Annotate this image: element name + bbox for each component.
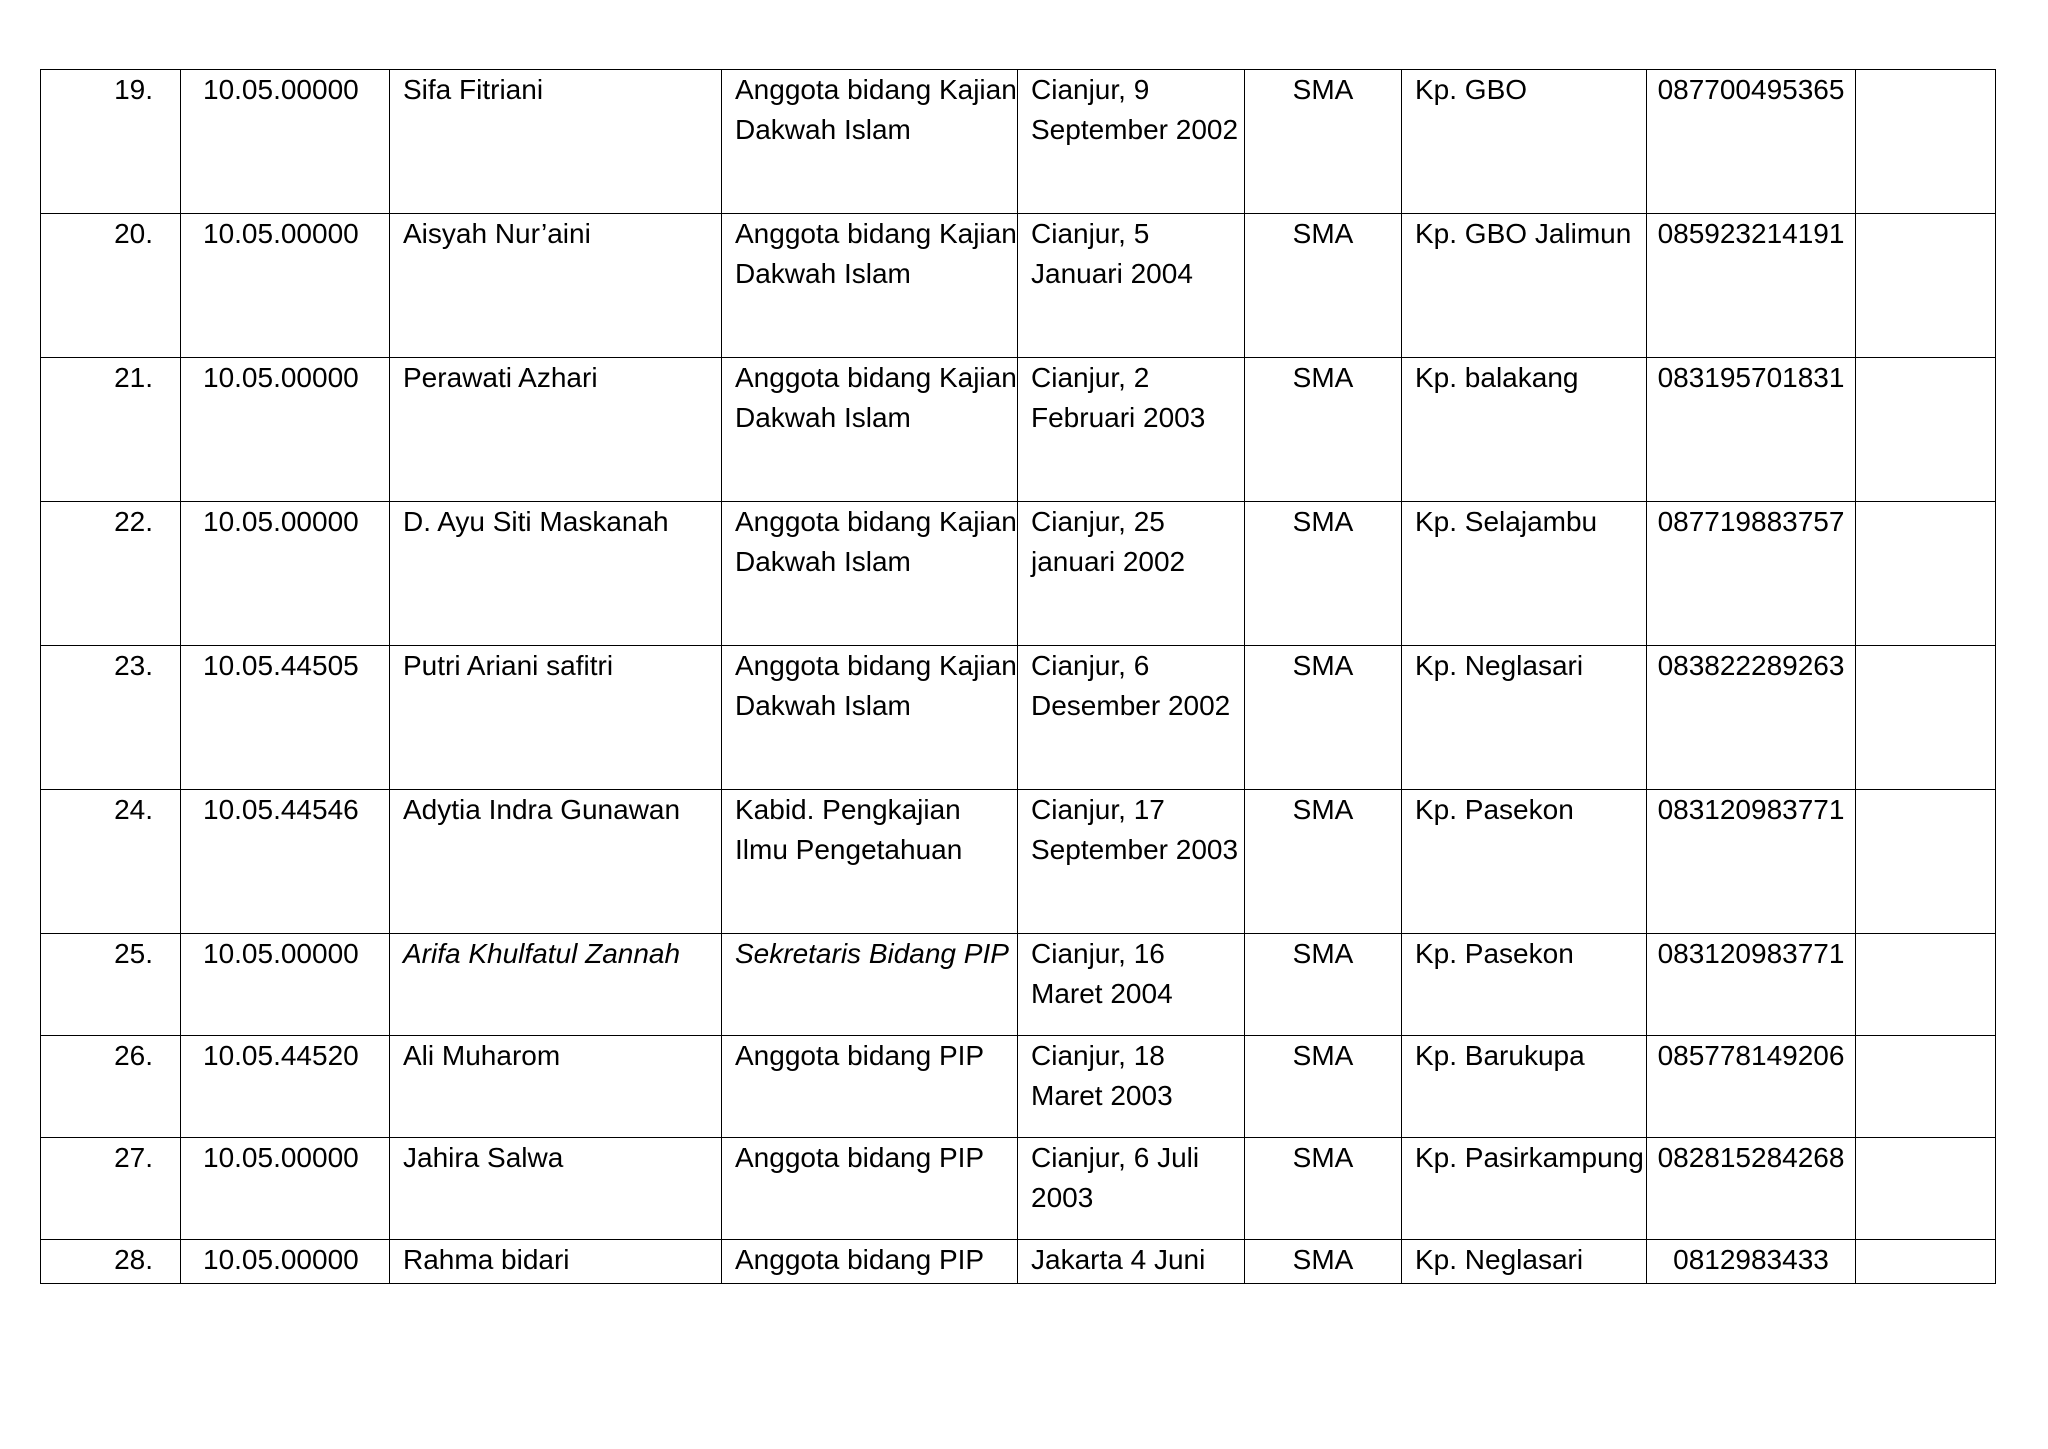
row-number: 28. bbox=[41, 1240, 181, 1284]
notes-cell bbox=[1856, 358, 1996, 502]
birth-place-date: Cianjur, 2 Februari 2003 bbox=[1018, 358, 1245, 502]
row-number: 27. bbox=[41, 1138, 181, 1240]
education-level: SMA bbox=[1245, 214, 1402, 358]
member-id: 10.05.00000 bbox=[181, 1240, 390, 1284]
member-position: Anggota bidang PIP bbox=[722, 1036, 1018, 1138]
member-name: Putri Ariani safitri bbox=[390, 646, 722, 790]
row-number: 23. bbox=[41, 646, 181, 790]
member-id: 10.05.00000 bbox=[181, 358, 390, 502]
row-number: 22. bbox=[41, 502, 181, 646]
member-address: Kp. Neglasari bbox=[1402, 646, 1647, 790]
notes-cell bbox=[1856, 1036, 1996, 1138]
education-level: SMA bbox=[1245, 1036, 1402, 1138]
member-position: Kabid. Pengkajian Ilmu Pengetahuan bbox=[722, 790, 1018, 934]
row-number: 20. bbox=[41, 214, 181, 358]
education-level: SMA bbox=[1245, 646, 1402, 790]
table-body bbox=[41, 70, 1996, 1284]
member-name: D. Ayu Siti Maskanah bbox=[390, 502, 722, 646]
table-row bbox=[41, 934, 1996, 1036]
table-row bbox=[41, 646, 1996, 790]
member-position: Anggota bidang PIP bbox=[722, 1240, 1018, 1284]
birth-place-date: Cianjur, 6 Desember 2002 bbox=[1018, 646, 1245, 790]
table-row bbox=[41, 1036, 1996, 1138]
member-name: Jahira Salwa bbox=[390, 1138, 722, 1240]
member-id: 10.05.00000 bbox=[181, 70, 390, 214]
member-name: Aisyah Nur’aini bbox=[390, 214, 722, 358]
member-name: Rahma bidari bbox=[390, 1240, 722, 1284]
education-level: SMA bbox=[1245, 70, 1402, 214]
birth-place-date: Cianjur, 6 Juli 2003 bbox=[1018, 1138, 1245, 1240]
row-number: 24. bbox=[41, 790, 181, 934]
member-id: 10.05.44505 bbox=[181, 646, 390, 790]
phone-number: 0812983433 bbox=[1647, 1240, 1856, 1284]
birth-place-date: Cianjur, 25 januari 2002 bbox=[1018, 502, 1245, 646]
member-name: Adytia Indra Gunawan bbox=[390, 790, 722, 934]
phone-number: 083120983771 bbox=[1647, 790, 1856, 934]
member-address: Kp. GBO bbox=[1402, 70, 1647, 214]
education-level: SMA bbox=[1245, 1138, 1402, 1240]
notes-cell bbox=[1856, 70, 1996, 214]
member-address: Kp. GBO Jalimun bbox=[1402, 214, 1647, 358]
table-row bbox=[41, 214, 1996, 358]
member-address: Kp. Barukupa bbox=[1402, 1036, 1647, 1138]
member-id: 10.05.44546 bbox=[181, 790, 390, 934]
education-level: SMA bbox=[1245, 790, 1402, 934]
member-address: Kp. Selajambu bbox=[1402, 502, 1647, 646]
member-name: Ali Muharom bbox=[390, 1036, 722, 1138]
member-position: Anggota bidang Kajian Dakwah Islam bbox=[722, 646, 1018, 790]
row-number: 19. bbox=[41, 70, 181, 214]
notes-cell bbox=[1856, 1240, 1996, 1284]
member-position: Anggota bidang PIP bbox=[722, 1138, 1018, 1240]
phone-number: 087700495365 bbox=[1647, 70, 1856, 214]
member-address: Kp. Pasirkampung bbox=[1402, 1138, 1647, 1240]
member-address: Kp. balakang bbox=[1402, 358, 1647, 502]
education-level: SMA bbox=[1245, 934, 1402, 1036]
member-table bbox=[40, 69, 1996, 1284]
notes-cell bbox=[1856, 646, 1996, 790]
table-row bbox=[41, 790, 1996, 934]
member-id: 10.05.00000 bbox=[181, 502, 390, 646]
phone-number: 085778149206 bbox=[1647, 1036, 1856, 1138]
member-position: Anggota bidang Kajian Dakwah Islam bbox=[722, 70, 1018, 214]
member-name: Arifa Khulfatul Zannah bbox=[390, 934, 722, 1036]
member-id: 10.05.00000 bbox=[181, 1138, 390, 1240]
member-position: Anggota bidang Kajian Dakwah Islam bbox=[722, 502, 1018, 646]
notes-cell bbox=[1856, 214, 1996, 358]
birth-place-date: Cianjur, 18 Maret 2003 bbox=[1018, 1036, 1245, 1138]
member-position: Anggota bidang Kajian Dakwah Islam bbox=[722, 214, 1018, 358]
member-id: 10.05.00000 bbox=[181, 934, 390, 1036]
member-name: Perawati Azhari bbox=[390, 358, 722, 502]
table-row bbox=[41, 1240, 1996, 1284]
birth-place-date: Cianjur, 16 Maret 2004 bbox=[1018, 934, 1245, 1036]
phone-number: 087719883757 bbox=[1647, 502, 1856, 646]
birth-place-date: Cianjur, 17 September 2003 bbox=[1018, 790, 1245, 934]
phone-number: 083195701831 bbox=[1647, 358, 1856, 502]
phone-number: 083120983771 bbox=[1647, 934, 1856, 1036]
education-level: SMA bbox=[1245, 502, 1402, 646]
notes-cell bbox=[1856, 502, 1996, 646]
phone-number: 085923214191 bbox=[1647, 214, 1856, 358]
table-row bbox=[41, 1138, 1996, 1240]
member-address: Kp. Neglasari bbox=[1402, 1240, 1647, 1284]
member-id: 10.05.44520 bbox=[181, 1036, 390, 1138]
member-address: Kp. Pasekon bbox=[1402, 934, 1647, 1036]
education-level: SMA bbox=[1245, 1240, 1402, 1284]
notes-cell bbox=[1856, 790, 1996, 934]
member-position: Sekretaris Bidang PIP bbox=[722, 934, 1018, 1036]
member-id: 10.05.00000 bbox=[181, 214, 390, 358]
education-level: SMA bbox=[1245, 358, 1402, 502]
row-number: 25. bbox=[41, 934, 181, 1036]
birth-place-date: Cianjur, 5 Januari 2004 bbox=[1018, 214, 1245, 358]
birth-place-date: Jakarta 4 Juni bbox=[1018, 1240, 1245, 1284]
member-address: Kp. Pasekon bbox=[1402, 790, 1647, 934]
notes-cell bbox=[1856, 934, 1996, 1036]
member-position: Anggota bidang Kajian Dakwah Islam bbox=[722, 358, 1018, 502]
notes-cell bbox=[1856, 1138, 1996, 1240]
table-row bbox=[41, 358, 1996, 502]
phone-number: 083822289263 bbox=[1647, 646, 1856, 790]
member-name: Sifa Fitriani bbox=[390, 70, 722, 214]
row-number: 21. bbox=[41, 358, 181, 502]
phone-number: 082815284268 bbox=[1647, 1138, 1856, 1240]
table-row bbox=[41, 502, 1996, 646]
table-row bbox=[41, 70, 1996, 214]
row-number: 26. bbox=[41, 1036, 181, 1138]
birth-place-date: Cianjur, 9 September 2002 bbox=[1018, 70, 1245, 214]
